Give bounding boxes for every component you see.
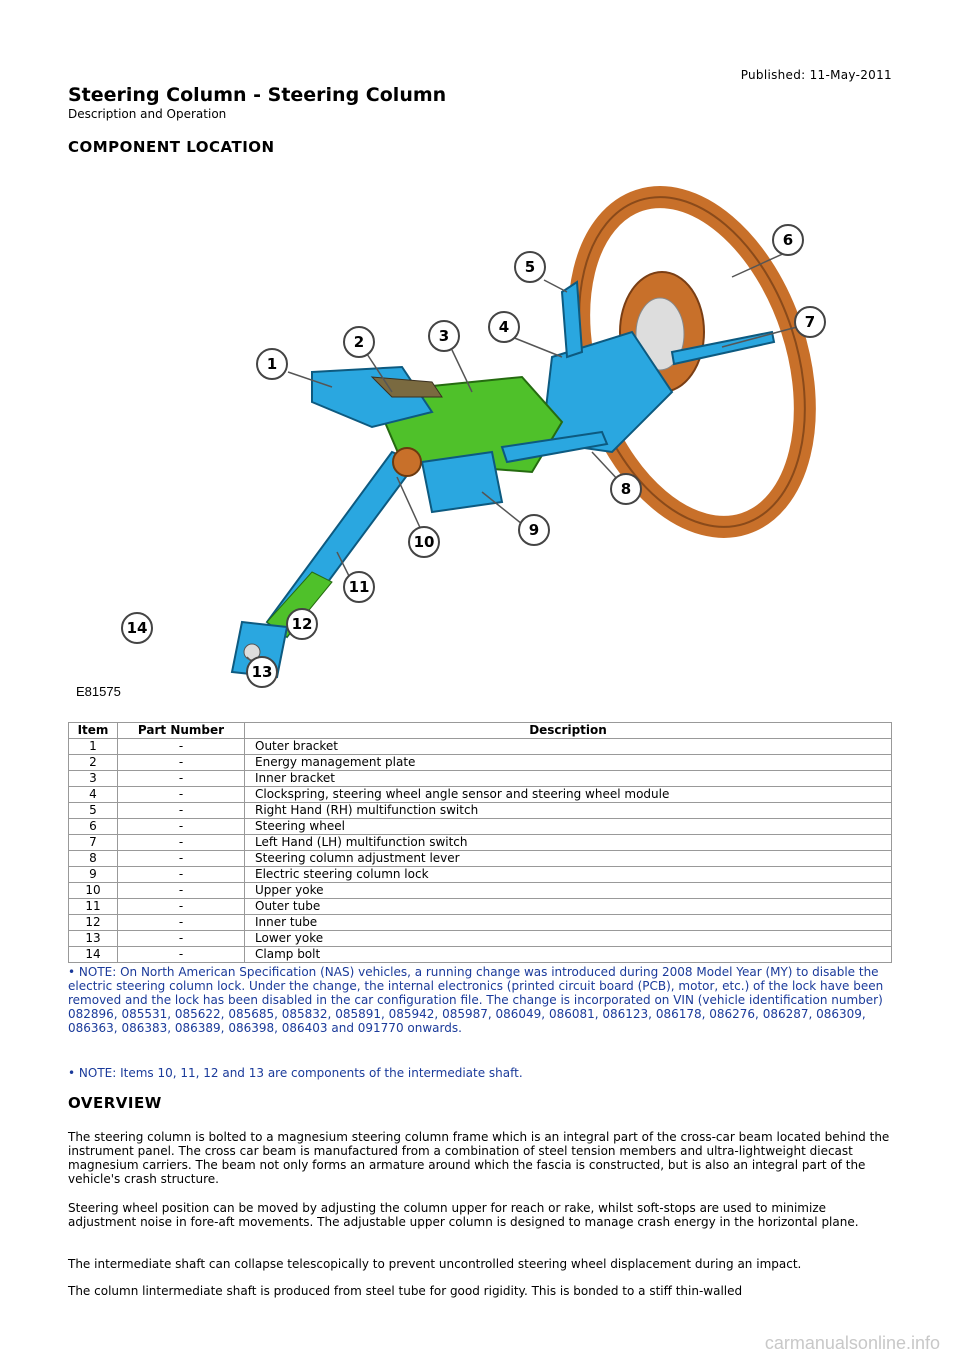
table-row: 12 - Inner tube xyxy=(69,915,892,931)
callout-12 xyxy=(287,609,317,639)
svg-text:14: 14 xyxy=(126,619,148,637)
svg-text:7: 7 xyxy=(804,313,816,331)
column-lock-shape xyxy=(422,452,502,512)
svg-text:13: 13 xyxy=(251,663,273,681)
parts-table xyxy=(68,722,892,963)
svg-text:10: 10 xyxy=(413,533,435,551)
col-header-part-number: Part Number xyxy=(118,723,245,739)
overview-paragraph: The column lintermediate shaft is produced from steel tube for good rigidity. This is bonded to a stiff thin-walled xyxy=(68,1284,743,1298)
svg-text:11: 11 xyxy=(348,578,370,596)
table-row: 14 - Clamp bolt xyxy=(69,947,892,963)
table-row: 9 - Electric steering column lock xyxy=(69,867,892,883)
watermark: carmanualsonline.info xyxy=(764,1333,940,1353)
callout-3 xyxy=(429,321,459,351)
callout-13 xyxy=(247,657,277,687)
overview-heading: OVERVIEW xyxy=(68,1094,162,1112)
svg-text:5: 5 xyxy=(524,258,536,276)
published-date: Published: 11-May-2011 xyxy=(740,68,892,82)
col-header-item: Item xyxy=(69,723,118,739)
note-nas-lock: • NOTE: On North American Specification (NAS) vehicles, a running change was introduced during 2008 Model Year (MY) to disable the electric steering column lock. Under the change, the internal electronics (printed circuit board (PCB), motor, etc.) of the lock have been removed and the lock has been disabled in the car configuration file. The change is incorporated on VIN (vehicle identification number) 082896, 085531, 085622, 085685, 085832, 085891, 085942, 085987, 086049, 086081, 086123, 086178, 086276, 086287, 086309, 086363, 086383, 086389, 086398, 086403 and 091770 onwards. xyxy=(68,965,884,1035)
table-row: 1 - Outer bracket xyxy=(69,739,892,755)
table-row: 6 - Steering wheel xyxy=(69,819,892,835)
callout-14 xyxy=(122,613,152,643)
table-row: 3 - Inner bracket xyxy=(69,771,892,787)
table-row: 10 - Upper yoke xyxy=(69,883,892,899)
svg-text:1: 1 xyxy=(266,355,278,373)
figure-code: E81575 xyxy=(76,684,121,699)
table-row: 8 - Steering column adjustment lever xyxy=(69,851,892,867)
svg-text:4: 4 xyxy=(498,318,510,336)
svg-text:12: 12 xyxy=(291,615,313,633)
note-intermediate-shaft: • NOTE: Items 10, 11, 12 and 13 are components of the intermediate shaft. xyxy=(68,1066,523,1080)
callout-4 xyxy=(489,312,519,342)
page-title: Steering Column - Steering Column xyxy=(68,84,447,106)
callout-6 xyxy=(773,225,803,255)
table-row: 4 - Clockspring, steering wheel angle sensor and steering wheel module xyxy=(69,787,892,803)
component-location-heading: COMPONENT LOCATION xyxy=(68,138,275,156)
col-header-description: Description xyxy=(245,723,892,739)
svg-text:3: 3 xyxy=(438,327,450,345)
table-row: 7 - Left Hand (LH) multifunction switch xyxy=(69,835,892,851)
table-row: 5 - Right Hand (RH) multifunction switch xyxy=(69,803,892,819)
svg-text:2: 2 xyxy=(353,333,365,351)
callout-8 xyxy=(611,474,641,504)
svg-text:8: 8 xyxy=(620,480,632,498)
svg-text:9: 9 xyxy=(528,521,540,539)
page-subtitle: Description and Operation xyxy=(68,107,227,121)
steering-column-illustration xyxy=(72,182,892,702)
table-row: 11 - Outer tube xyxy=(69,899,892,915)
table-row: 13 - Lower yoke xyxy=(69,931,892,947)
callout-2 xyxy=(344,327,374,357)
overview-paragraph: Steering wheel position can be moved by adjusting the column upper for reach or rake, whilst soft-stops are used to minimize adjustment noise in fore-aft movements. The adjustable upper column is designed to manage crash energy in the horizontal plane. xyxy=(68,1201,859,1229)
callout-7 xyxy=(795,307,825,337)
callout-1 xyxy=(257,349,287,379)
callout-5 xyxy=(515,252,545,282)
overview-paragraph: The steering column is bolted to a magnesium steering column frame which is an integral part of the cross-car beam located behind the instrument panel. The cross car beam is manufactured from a combination of steel tension members and ultra-lightweight diecast magnesium carriers. The beam not only forms an armature around which the fascia is constructed, but is also an integral part of the vehicle's crash structure. xyxy=(68,1130,890,1186)
callout-10 xyxy=(409,527,439,557)
overview-paragraph: The intermediate shaft can collapse telescopically to prevent uncontrolled steering wheel displacement during an impact. xyxy=(68,1257,802,1271)
svg-text:6: 6 xyxy=(782,231,794,249)
table-row: 2 - Energy management plate xyxy=(69,755,892,771)
callout-9 xyxy=(519,515,549,545)
callout-11 xyxy=(344,572,374,602)
